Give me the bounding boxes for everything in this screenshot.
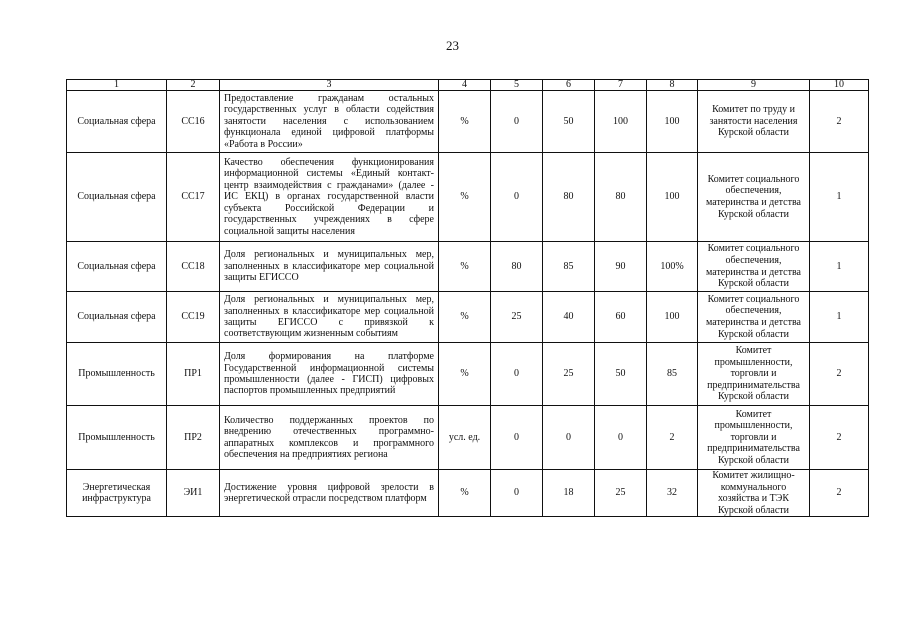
value-cell: 0 xyxy=(491,406,543,470)
value-cell: 0 xyxy=(543,406,595,470)
code-cell: СС17 xyxy=(167,153,220,242)
table-row xyxy=(67,242,869,292)
description-cell: Достижение уровня цифровой зрелости в энергетической отрасли посредством платформ xyxy=(220,470,439,517)
column-header: 3 xyxy=(220,80,439,91)
value-cell: 1 xyxy=(810,242,869,292)
indicators-table xyxy=(66,79,869,517)
value-cell: 1 xyxy=(810,153,869,242)
organization-cell: Комитет жилищно-коммунального хозяйства и ТЭК Курской области xyxy=(698,470,810,517)
value-cell: 50 xyxy=(543,91,595,153)
unit-cell: % xyxy=(439,343,491,406)
value-cell: 2 xyxy=(810,470,869,517)
unit-cell: % xyxy=(439,470,491,517)
organization-cell: Комитет социального обеспечения, материнства и детства Курской области xyxy=(698,242,810,292)
value-cell: 85 xyxy=(647,343,698,406)
sphere-cell: Социальная сфера xyxy=(67,292,167,343)
value-cell: 100 xyxy=(647,153,698,242)
value-cell: 32 xyxy=(647,470,698,517)
description-cell: Доля формирования на платформе Государственной информационной системы промышленности (далее - ГИСП) цифровых паспортов промышленных предприятий xyxy=(220,343,439,406)
organization-cell: Комитет по труду и занятости населения Курской области xyxy=(698,91,810,153)
organization-cell: Комитет промышленности, торговли и предпринимательства Курской области xyxy=(698,406,810,470)
value-cell: 100% xyxy=(647,242,698,292)
value-cell: 1 xyxy=(810,292,869,343)
description-cell: Качество обеспечения функционирования информационной системы «Единый контакт-центр взаимодействия с гражданами» (далее - ИС ЕКЦ) в органах государственной власти субъекта Российской Федерации и государственных учреждениях в сфере социальной защиты населения xyxy=(220,153,439,242)
sphere-cell: Промышленность xyxy=(67,343,167,406)
value-cell: 100 xyxy=(595,91,647,153)
table-row xyxy=(67,343,869,406)
value-cell: 2 xyxy=(647,406,698,470)
column-header: 1 xyxy=(67,80,167,91)
code-cell: СС19 xyxy=(167,292,220,343)
description-cell: Количество поддержанных проектов по внедрению отечественных программно-аппаратных комплексов и программного обеспечения на предприятиях региона xyxy=(220,406,439,470)
column-header: 7 xyxy=(595,80,647,91)
value-cell: 25 xyxy=(491,292,543,343)
sphere-cell: Социальная сфера xyxy=(67,242,167,292)
sphere-cell: Энергетическая инфраструктура xyxy=(67,470,167,517)
value-cell: 80 xyxy=(491,242,543,292)
unit-cell: % xyxy=(439,91,491,153)
value-cell: 80 xyxy=(595,153,647,242)
value-cell: 25 xyxy=(543,343,595,406)
value-cell: 40 xyxy=(543,292,595,343)
page-number: 23 xyxy=(446,38,459,53)
table-row xyxy=(67,292,869,343)
code-cell: СС18 xyxy=(167,242,220,292)
value-cell: 2 xyxy=(810,406,869,470)
column-header: 6 xyxy=(543,80,595,91)
table-row xyxy=(67,406,869,470)
value-cell: 0 xyxy=(491,153,543,242)
column-header: 5 xyxy=(491,80,543,91)
unit-cell: % xyxy=(439,242,491,292)
description-cell: Доля региональных и муниципальных мер, заполненных в классификаторе мер социальной защиты ЕГИССО с привязкой к соответствующим жизненным событиям xyxy=(220,292,439,343)
column-header: 10 xyxy=(810,80,869,91)
column-header: 4 xyxy=(439,80,491,91)
description-cell: Предоставление гражданам остальных государственных услуг в области содействия занятости населения с использованием функционала единой цифровой платформы «Работа в России» xyxy=(220,91,439,153)
unit-cell: % xyxy=(439,153,491,242)
unit-cell: % xyxy=(439,292,491,343)
value-cell: 18 xyxy=(543,470,595,517)
value-cell: 0 xyxy=(491,343,543,406)
sphere-cell: Социальная сфера xyxy=(67,91,167,153)
organization-cell: Комитет промышленности, торговли и предпринимательства Курской области xyxy=(698,343,810,406)
value-cell: 0 xyxy=(595,406,647,470)
value-cell: 100 xyxy=(647,91,698,153)
column-header: 8 xyxy=(647,80,698,91)
description-cell: Доля региональных и муниципальных мер, заполненных в классификаторе мер социальной защиты ЕГИССО xyxy=(220,242,439,292)
value-cell: 0 xyxy=(491,91,543,153)
value-cell: 2 xyxy=(810,343,869,406)
table-row xyxy=(67,470,869,517)
value-cell: 100 xyxy=(647,292,698,343)
sphere-cell: Социальная сфера xyxy=(67,153,167,242)
code-cell: ПР2 xyxy=(167,406,220,470)
sphere-cell: Промышленность xyxy=(67,406,167,470)
column-header: 9 xyxy=(698,80,810,91)
value-cell: 85 xyxy=(543,242,595,292)
table-row xyxy=(67,153,869,242)
table-row xyxy=(67,91,869,153)
code-cell: ЭИ1 xyxy=(167,470,220,517)
unit-cell: усл. ед. xyxy=(439,406,491,470)
organization-cell: Комитет социального обеспечения, материнства и детства Курской области xyxy=(698,153,810,242)
value-cell: 25 xyxy=(595,470,647,517)
value-cell: 90 xyxy=(595,242,647,292)
column-header: 2 xyxy=(167,80,220,91)
value-cell: 80 xyxy=(543,153,595,242)
value-cell: 60 xyxy=(595,292,647,343)
value-cell: 0 xyxy=(491,470,543,517)
table-header xyxy=(67,80,869,91)
code-cell: СС16 xyxy=(167,91,220,153)
value-cell: 50 xyxy=(595,343,647,406)
code-cell: ПР1 xyxy=(167,343,220,406)
value-cell: 2 xyxy=(810,91,869,153)
organization-cell: Комитет социального обеспечения, материнства и детства Курской области xyxy=(698,292,810,343)
